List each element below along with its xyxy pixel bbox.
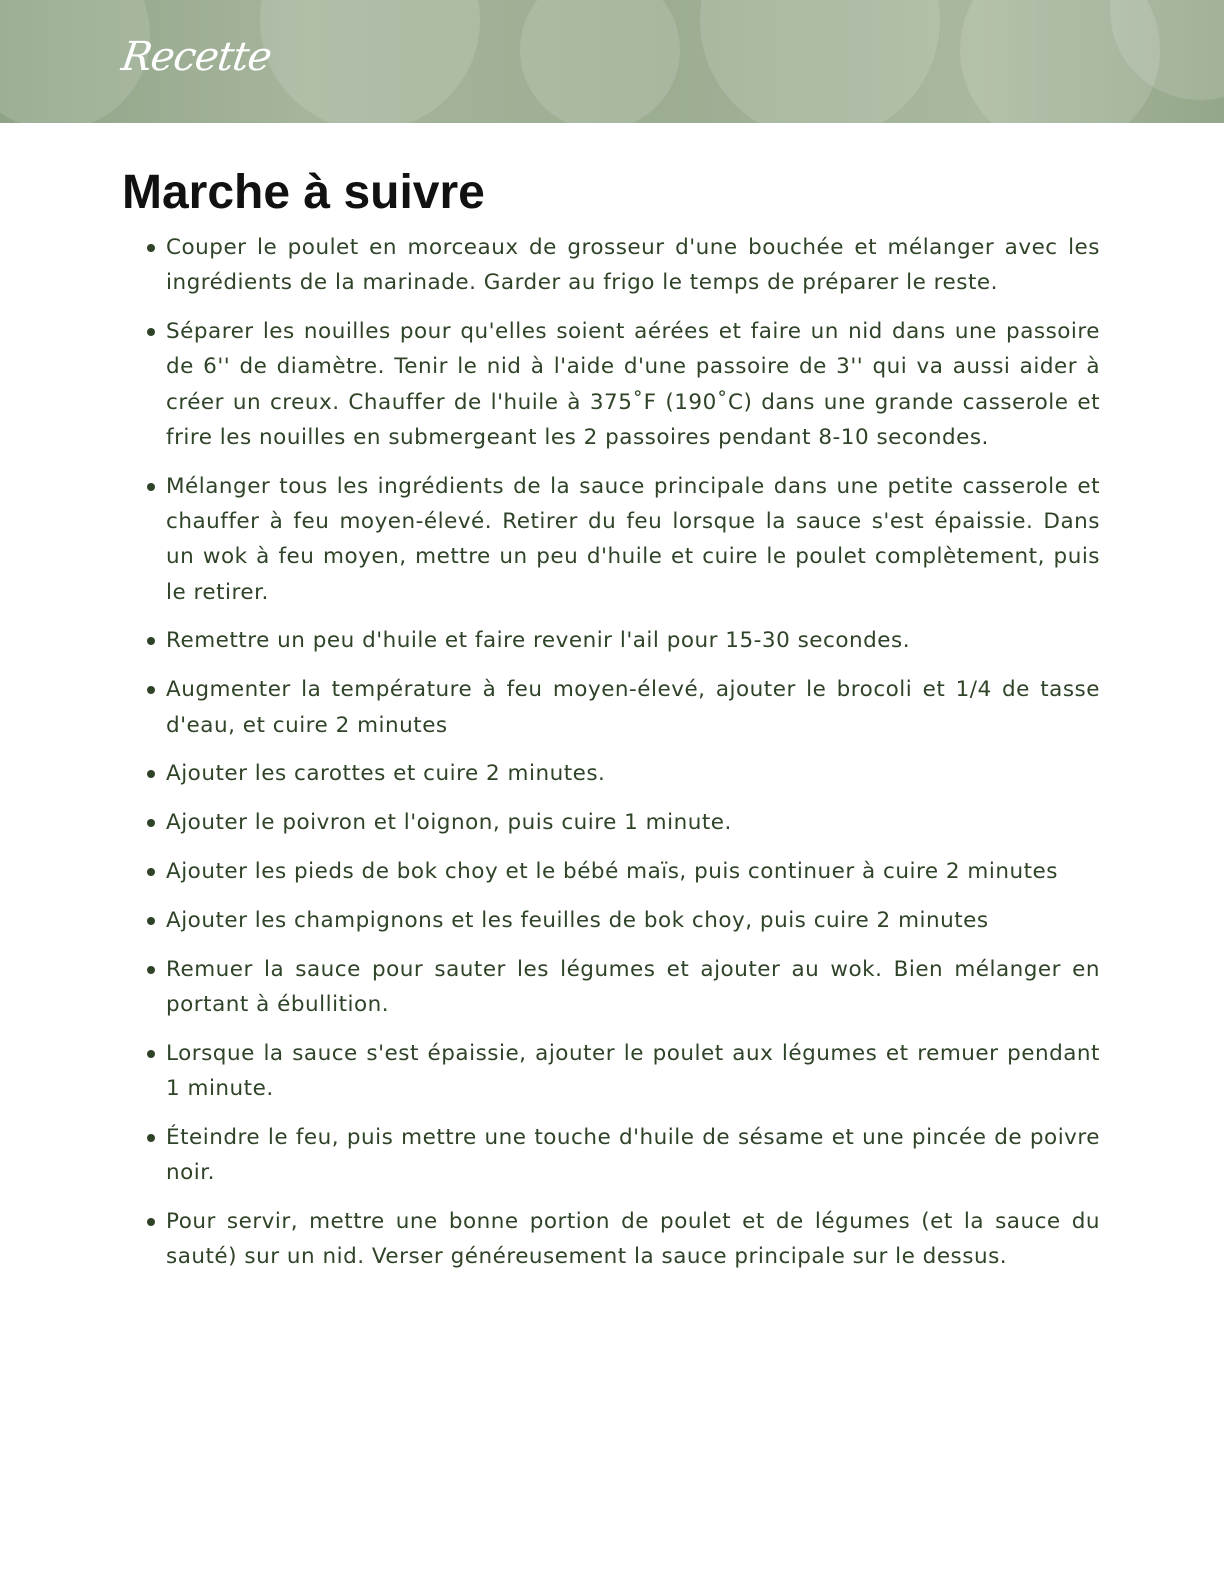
step-item: Éteindre le feu, puis mettre une touche d'huile de sésame et une pincée de poivre noir. <box>166 1120 1100 1191</box>
step-item: Couper le poulet en morceaux de grosseur d'une bouchée et mélanger avec les ingrédients de la marinade. Garder au frigo le temps de préparer le reste. <box>166 230 1100 301</box>
step-item: Ajouter le poivron et l'oignon, puis cuire 1 minute. <box>166 805 1100 840</box>
header-title: Recette <box>118 34 274 80</box>
step-item: Lorsque la sauce s'est épaissie, ajouter le poulet aux légumes et remuer pendant 1 minute. <box>166 1036 1100 1107</box>
step-item: Pour servir, mettre une bonne portion de poulet et de légumes (et la sauce du sauté) sur un nid. Verser généreusement la sauce principale sur le dessus. <box>166 1204 1100 1275</box>
step-item: Augmenter la température à feu moyen-élevé, ajouter le brocoli et 1/4 de tasse d'eau, et cuire 2 minutes <box>166 672 1100 743</box>
bokeh-circle <box>700 0 940 123</box>
step-item: Remettre un peu d'huile et faire revenir l'ail pour 15-30 secondes. <box>166 623 1100 658</box>
step-item: Remuer la sauce pour sauter les légumes et ajouter au wok. Bien mélanger en portant à ébullition. <box>166 952 1100 1023</box>
step-item: Ajouter les carottes et cuire 2 minutes. <box>166 756 1100 791</box>
main-content <box>122 160 1100 1288</box>
step-item: Ajouter les champignons et les feuilles de bok choy, puis cuire 2 minutes <box>166 903 1100 938</box>
header-band <box>0 0 1224 123</box>
step-item: Séparer les nouilles pour qu'elles soient aérées et faire un nid dans une passoire de 6'' de diamètre. Tenir le nid à l'aide d'une passoire de 3'' qui va aussi aider à créer un creux. Chauffer de l'huile à 375˚F (190˚C) dans une grande casserole et frire les nouilles en submergeant les 2 passoires pendant 8-10 secondes. <box>166 314 1100 455</box>
bokeh-circle <box>520 0 680 123</box>
bokeh-circle <box>260 0 480 123</box>
step-item: Mélanger tous les ingrédients de la sauce principale dans une petite casserole et chauffer à feu moyen-élevé. Retirer du feu lorsque la sauce s'est épaissie. Dans un wok à feu moyen, mettre un peu d'huile et cuire le poulet complètement, puis le retirer. <box>166 469 1100 610</box>
step-item: Ajouter les pieds de bok choy et le bébé maïs, puis continuer à cuire 2 minutes <box>166 854 1100 889</box>
steps-list <box>122 230 1100 1274</box>
section-title: Marche à suivre <box>122 166 485 219</box>
